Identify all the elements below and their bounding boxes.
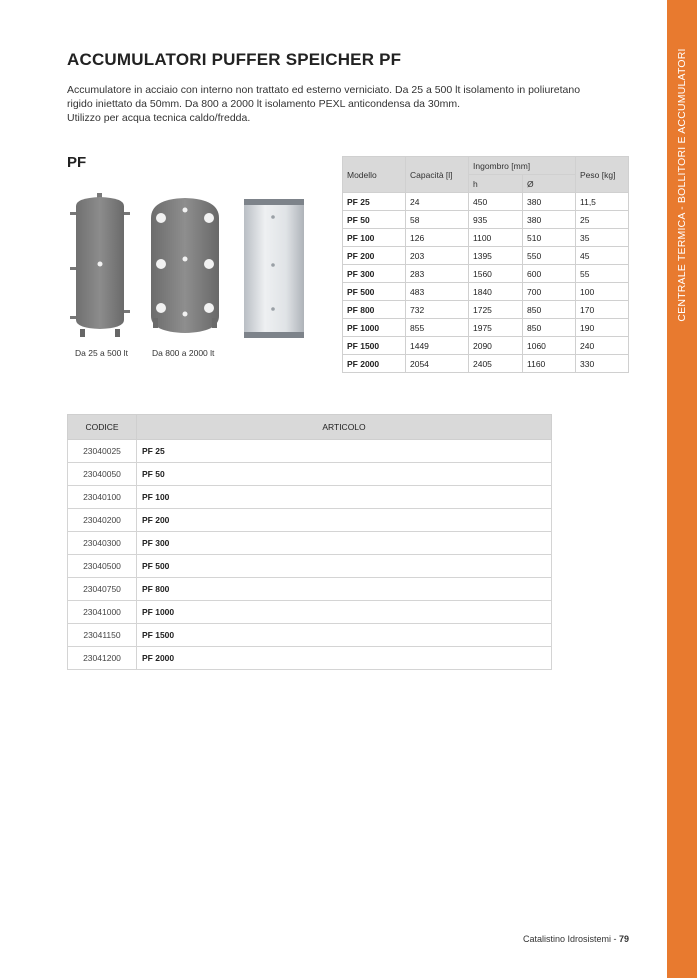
spec-cell-weight: 25 xyxy=(576,211,629,229)
spec-row xyxy=(343,283,629,301)
article-cell: PF 2000 xyxy=(137,647,552,670)
spec-header-row xyxy=(343,157,629,175)
code-cell: 23040500 xyxy=(68,555,137,578)
code-row xyxy=(68,647,552,670)
spec-cell-diameter: 550 xyxy=(523,247,576,265)
spec-cell-model: PF 300 xyxy=(343,265,406,283)
article-cell: PF 300 xyxy=(137,532,552,555)
code-row xyxy=(68,555,552,578)
spec-cell-weight: 55 xyxy=(576,265,629,283)
spec-cell-capacity: 203 xyxy=(406,247,469,265)
code-cell: 23040200 xyxy=(68,509,137,532)
article-cell: PF 100 xyxy=(137,486,552,509)
spec-cell-height: 1560 xyxy=(469,265,523,283)
header-article: ARTICOLO xyxy=(137,415,552,440)
spec-cell-height: 1840 xyxy=(469,283,523,301)
intro-line: Accumulatore in acciaio con interno non trattato ed esterno verniciato. Da 25 a 500 lt isolamento in poliuretano xyxy=(67,84,581,96)
spec-cell-diameter: 850 xyxy=(523,301,576,319)
spec-cell-height: 1100 xyxy=(469,229,523,247)
header-capacity: Capacità [l] xyxy=(406,157,469,193)
spec-row xyxy=(343,193,629,211)
spec-cell-height: 2090 xyxy=(469,337,523,355)
spec-row xyxy=(343,229,629,247)
spec-row xyxy=(343,319,629,337)
spec-cell-model: PF 2000 xyxy=(343,355,406,373)
code-row xyxy=(68,578,552,601)
spec-cell-model: PF 500 xyxy=(343,283,406,301)
spec-row xyxy=(343,265,629,283)
article-cell: PF 200 xyxy=(137,509,552,532)
intro-line: rigido iniettato da 50mm. Da 800 a 2000 lt isolamento PEXL anticondensa da 30mm. xyxy=(67,98,461,110)
spec-cell-weight: 170 xyxy=(576,301,629,319)
page-footer xyxy=(523,934,629,944)
header-dimensions: Ingombro [mm] xyxy=(469,157,576,175)
code-row xyxy=(68,440,552,463)
spec-cell-height: 1725 xyxy=(469,301,523,319)
spec-cell-weight: 45 xyxy=(576,247,629,265)
spec-cell-weight: 11,5 xyxy=(576,193,629,211)
article-cell: PF 800 xyxy=(137,578,552,601)
spec-cell-model: PF 200 xyxy=(343,247,406,265)
spec-row xyxy=(343,337,629,355)
tank-small-image xyxy=(68,192,132,338)
code-cell: 23040750 xyxy=(68,578,137,601)
spec-cell-height: 2405 xyxy=(469,355,523,373)
spec-cell-model: PF 1000 xyxy=(343,319,406,337)
spec-row xyxy=(343,301,629,319)
tank-small-caption: Da 25 a 500 lt xyxy=(75,348,128,358)
spec-cell-weight: 330 xyxy=(576,355,629,373)
spec-cell-capacity: 732 xyxy=(406,301,469,319)
article-cell: PF 50 xyxy=(137,463,552,486)
header-model: Modello xyxy=(343,157,406,193)
spec-row xyxy=(343,355,629,373)
code-row xyxy=(68,463,552,486)
intro-text xyxy=(67,83,637,125)
tank-large-image xyxy=(147,196,223,339)
code-cell: 23041200 xyxy=(68,647,137,670)
spec-cell-capacity: 855 xyxy=(406,319,469,337)
article-cell: PF 25 xyxy=(137,440,552,463)
spec-cell-capacity: 1449 xyxy=(406,337,469,355)
spec-cell-height: 935 xyxy=(469,211,523,229)
spec-cell-capacity: 126 xyxy=(406,229,469,247)
spec-cell-model: PF 25 xyxy=(343,193,406,211)
spec-cell-weight: 35 xyxy=(576,229,629,247)
spec-cell-diameter: 380 xyxy=(523,193,576,211)
article-cell: PF 1500 xyxy=(137,624,552,647)
code-header-row xyxy=(68,415,552,440)
sidebar-text: CENTRALE TERMICA - BOLLITORI E ACCUMULATORI xyxy=(676,48,688,322)
spec-cell-diameter: 600 xyxy=(523,265,576,283)
spec-cell-diameter: 1060 xyxy=(523,337,576,355)
spec-cell-height: 1975 xyxy=(469,319,523,337)
code-row xyxy=(68,532,552,555)
spec-cell-diameter: 700 xyxy=(523,283,576,301)
tank-insulated-image xyxy=(242,197,306,340)
article-cell: PF 500 xyxy=(137,555,552,578)
section-label: PF xyxy=(67,154,87,171)
spec-cell-weight: 100 xyxy=(576,283,629,301)
spec-table xyxy=(342,156,629,373)
spec-cell-height: 1395 xyxy=(469,247,523,265)
spec-cell-capacity: 58 xyxy=(406,211,469,229)
spec-cell-height: 450 xyxy=(469,193,523,211)
spec-cell-model: PF 800 xyxy=(343,301,406,319)
spec-cell-weight: 240 xyxy=(576,337,629,355)
page-title: ACCUMULATORI PUFFER SPEICHER PF xyxy=(67,50,402,69)
spec-cell-diameter: 1160 xyxy=(523,355,576,373)
footer-catalog: Catalistino Idrosistemi - xyxy=(522,934,619,944)
spec-cell-model: PF 1500 xyxy=(343,337,406,355)
tank-large-caption: Da 800 a 2000 lt xyxy=(152,348,215,358)
code-cell: 23040050 xyxy=(68,463,137,486)
header-weight: Peso [kg] xyxy=(576,157,629,193)
spec-cell-diameter: 510 xyxy=(523,229,576,247)
spec-cell-capacity: 24 xyxy=(406,193,469,211)
intro-line: Utilizzo per acqua tecnica caldo/fredda. xyxy=(67,112,251,124)
spec-cell-diameter: 850 xyxy=(523,319,576,337)
spec-row xyxy=(343,211,629,229)
page-number: 79 xyxy=(618,934,629,944)
code-cell: 23041150 xyxy=(68,624,137,647)
spec-cell-diameter: 380 xyxy=(523,211,576,229)
spec-cell-capacity: 483 xyxy=(406,283,469,301)
code-cell: 23040100 xyxy=(68,486,137,509)
spec-row xyxy=(343,247,629,265)
code-cell: 23040025 xyxy=(68,440,137,463)
spec-cell-model: PF 100 xyxy=(343,229,406,247)
code-row xyxy=(68,624,552,647)
code-row xyxy=(68,486,552,509)
spec-cell-capacity: 283 xyxy=(406,265,469,283)
spec-cell-capacity: 2054 xyxy=(406,355,469,373)
code-row xyxy=(68,601,552,624)
header-height: h xyxy=(469,175,523,193)
article-cell: PF 1000 xyxy=(137,601,552,624)
code-table xyxy=(67,414,552,670)
header-diameter: Ø xyxy=(523,175,576,193)
code-cell: 23041000 xyxy=(68,601,137,624)
spec-cell-weight: 190 xyxy=(576,319,629,337)
code-row xyxy=(68,509,552,532)
spec-cell-model: PF 50 xyxy=(343,211,406,229)
code-cell: 23040300 xyxy=(68,532,137,555)
header-code: CODICE xyxy=(68,415,137,440)
